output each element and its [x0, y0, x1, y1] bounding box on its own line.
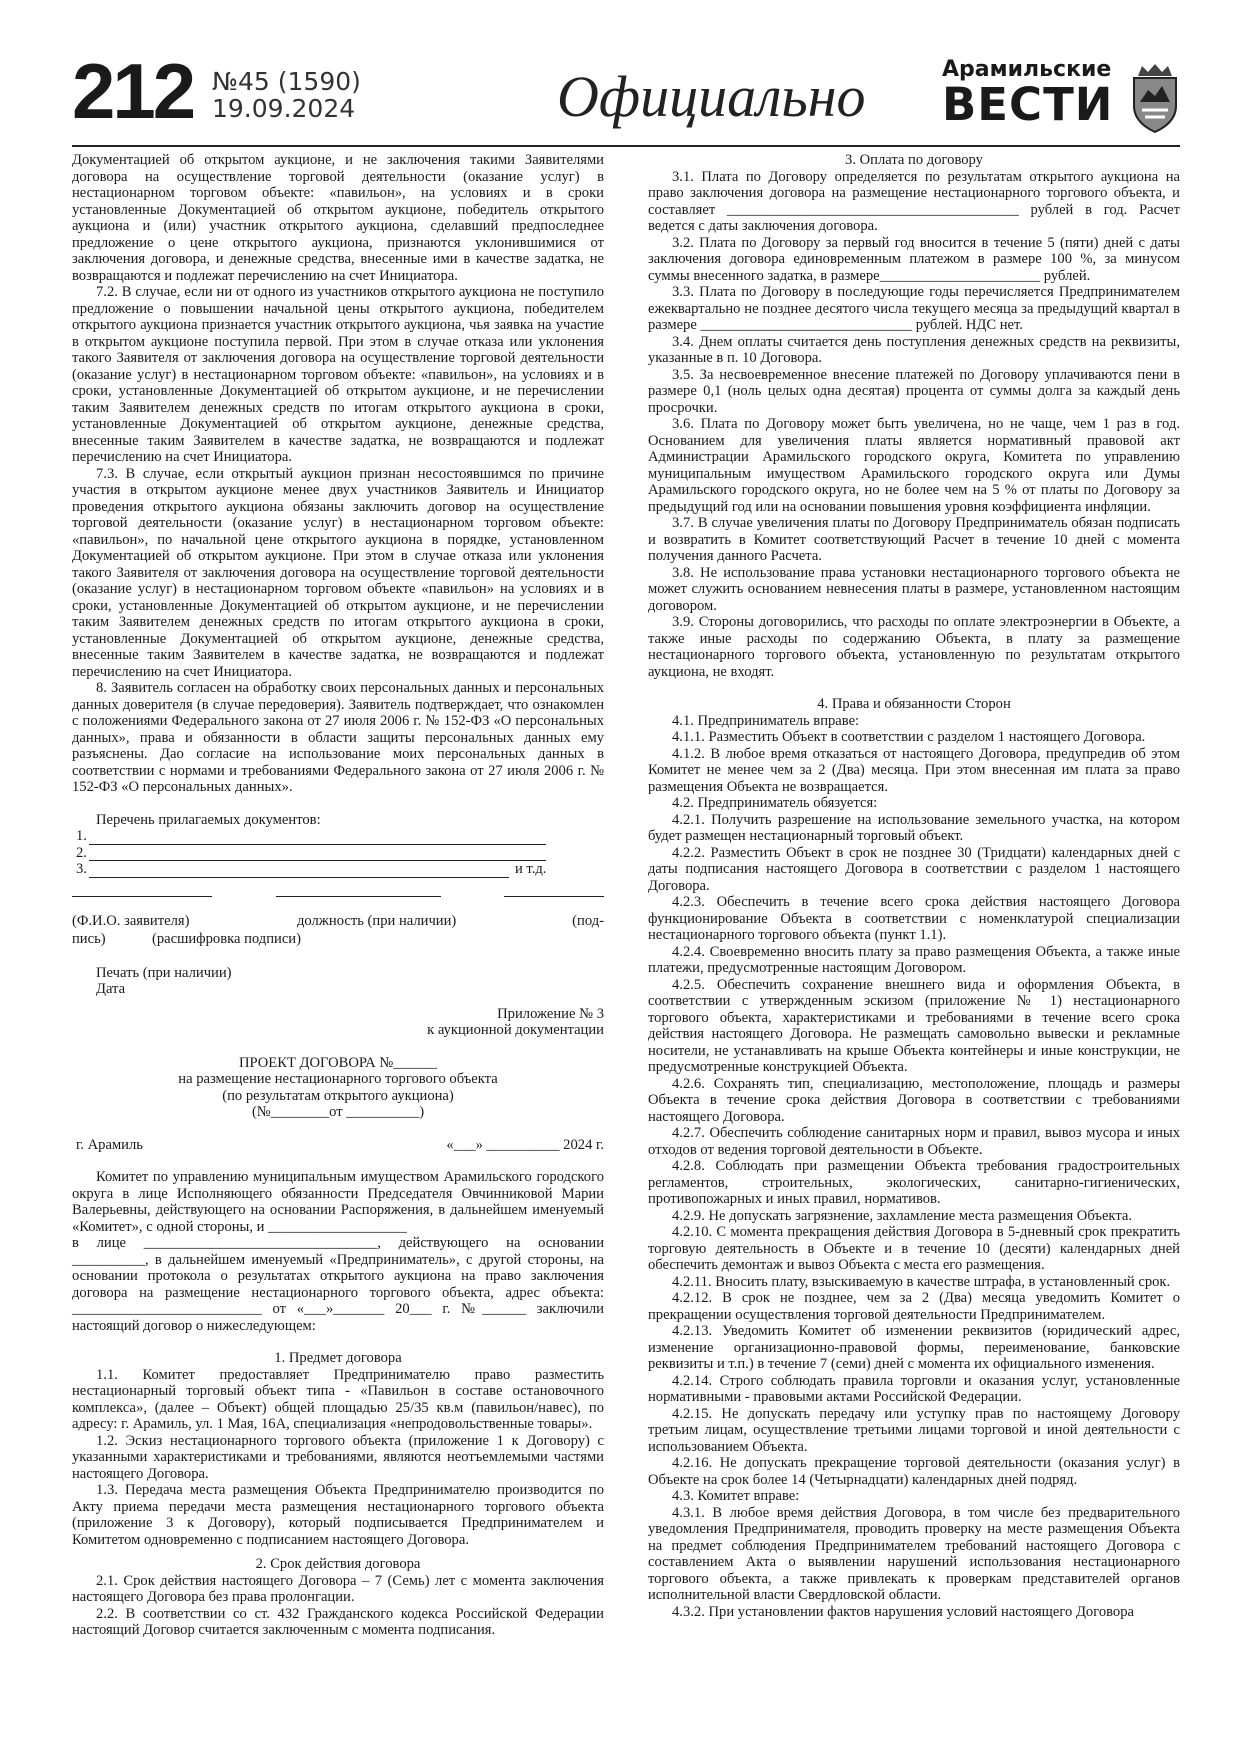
paragraph: 4.2.15. Не допускать передачу или уступку прав по настоящему Договору третьим лицам, осуществление третьими лицами торговой и иной деятельности с использованием Объекта. — [648, 1405, 1180, 1455]
section-title: Официально — [557, 64, 866, 129]
issue-number: №45 (1590) — [212, 67, 361, 96]
document-line: 3. и т.д. — [76, 861, 547, 877]
paragraph: 4.2.9. Не допускать загрязнение, захламление места размещения Объекта. — [672, 1207, 1133, 1224]
signature-lines — [72, 886, 604, 897]
paragraph: 3.2. Плата по Договору за первый год вносится в течение 5 (пяти) дней с даты заключения договора единовременным платежом в размере 100 %, за минусом суммы внесенного задатка, в размере______________________ рублей. — [648, 234, 1180, 284]
paragraph: 3.1. Плата по Договору определяется по результатам открытого аукциона на право заключения договора на размещение нестационарного торгового объекта, и составляет ________________________________________ рублей в год. Расчет ведется с даты заключения договора. — [648, 168, 1180, 234]
paragraph: 4.2.5. Обеспечить сохранение внешнего вида и оформления Объекта, в соответствии с утвержденным эскизом (приложение № 1) нестационарного торгового объекта, характеристиками и требованиями в течение всего срока действия настоящего Договора. Не размещать самовольно вывески и рекламные носители, не устанавливать на крыше Объекта контейнеры и иные конструкции, не предусмотренные конструкцией Объекта. — [648, 976, 1180, 1075]
paragraph: 4.2.16. Не допускать прекращение торговой деятельности (оказания услуг) в Объекте на срок более 14 (Четырнадцати) календарных дней подряд. — [648, 1455, 1180, 1488]
paragraph: 2.1. Срок действия настоящего Договора – 7 (Семь) лет с момента заключения настоящего Договора без права пролонгации. — [72, 1572, 604, 1605]
masthead — [72, 47, 1180, 144]
paragraph: 4.2.14. Строго соблюдать правила торговли и оказания услуг, установленные нормативными - правовыми актами Российской Федерации. — [648, 1372, 1180, 1405]
section-heading: 2. Срок действия договора — [255, 1556, 421, 1572]
paragraph: 2.2. В соответствии со ст. 432 Гражданского кодекса Российской Федерации настоящий Договор считается заключенным с момента подписания. — [72, 1605, 604, 1638]
documents-list-title: Перечень прилагаемых документов: — [96, 811, 321, 828]
paragraph: 3.6. Плата по Договору может быть увеличена, но не чаще, чем 1 раз в год. Основанием для увеличения платы является нормативный правовой акт Администрации Арамильского городского округа, Комитета по управлению муниципальным имуществом Арамильского городского округа или Думы Арамильского городского округа, но не более чем на 5 % от платы по Договору за предыдущий год или на основании повышения уровня коэффициента инфляции. — [648, 416, 1180, 515]
brand-small: Арамильские — [942, 57, 1112, 82]
contract-subtitle: на размещение нестационарного торгового объекта — [178, 1071, 498, 1087]
paragraph: 4.2. Предприниматель обязуется: — [672, 795, 878, 811]
contract-subtitle: (№________от __________) — [251, 1104, 425, 1120]
paragraph: 1.3. Передача места размещения Объекта Предпринимателю производится по Акту приема передачи места размещения нестационарного торгового объекта (приложение 3 к Договору), который подписывается Предпринимателем и Комитетом одновременно с подписанием настоящего Договора. — [72, 1482, 604, 1548]
paragraph: 4.2.6. Сохранять тип, специализацию, местоположение, площадь и размеры Объекта в течение срока действия Договора в соответствии с требованиями настоящего Договора. — [648, 1075, 1180, 1125]
paragraph: 3.5. За несвоевременное внесение платежей по Договору уплачиваются пени в размере 0,1 (ноль целых одна десятая) процента от суммы долга за каждый день просрочки. — [648, 366, 1180, 416]
paragraph: 3.7. В случае увеличения платы по Договору Предприниматель обязан подписать и возвратить в Комитет соответствующий Расчет в течение 10 дней с момента получения данного Расчета. — [648, 515, 1180, 564]
place-date-row: г. Арамиль «___» __________ 2024 г. — [76, 1136, 604, 1153]
document-line: 1. — [72, 828, 546, 845]
document-line: 2. — [72, 845, 546, 862]
section-heading: 3. Оплата по договору — [845, 152, 983, 168]
paragraph: 4.2.13. Уведомить Комитет об изменении реквизитов (юридический адрес, изменение организационно-правовой формы, переименование, банковские реквизиты и т.п.) в течение 7 (семи) дней с момента их официального изменения. — [648, 1323, 1180, 1372]
page-number: 212 — [72, 47, 194, 135]
left-column: Документацией об открытом аукционе, и не заключения такими Заявителями договора на осуществление торговой деятельности (оказание услуг) в нестационарном торговом объекте: «павильон», на условиях и в сроки установленные Документацией об открытом аукционе, победитель открытого аукциона и (или) участник открытого аукциона, сделавший предпоследнее предложение о цене открытого аукциона, признаются уклонившимися от заключения договора, и денежные средства, внесенные ими в качестве задатка, не возвращаются и подлежат перечислению на счет Инициатора. 7.2. В случае, если ни от одного из участников открытого аукциона не поступило предложение о повышении начальной цены открытого аукциона, победителем открытого аукциона признается участник открытого аукциона, чья заявка на участие в открытом аукционе поступила первой. При этом в случае отказа или уклонения такого Заявителя от заключения договора на осуществление торговой деятельности (оказание услуг) в нестационарном торговом объекте: «павильон», на условиях и в сроки, установленные Документацией об открытом аукционе, и не перечислении таким Заявителем денежных средств по итогам открытого аукциона в сроки, установленные Документацией об открытом аукционе, денежные средства, внесенные таким Заявителем в качестве задатка, не возвращаются и подлежат перечислению на счет Инициатора. 7.3. В случае, если открытый аукцион признан несостоявшимся по причине участия в открытом аукционе менее двух участников Заявитель и Инициатор проведения открытого аукциона обязаны заключить договор на осуществление торговой деятельности (оказание услуг) в нестационарном торговом объекте: «павильон», по начальной цене открытого аукциона в порядке, установленном Документацией об открытом аукционе. При этом в случае отказа или уклонения такого Заявителя от заключения договора на осуществление торговой деятельности (оказание услуг) в нестационарном торговом объекте «павильон» на условиях и в сроки, установленные Документацией об открытом аукционе, и не перечислении таким Заявителем денежных средств по итогам открытого аукциона в сроки, установленные Документацией об открытом аукционе, денежные средства, внесенные таким Заявителем в качестве задатка, не возвращаются и подлежат перечислению на счет Инициатора. 8. Заявитель согласен на обработку своих персональных данных и персональных данных доверителя (в случае передоверия). Заявитель подтверждает, что ознакомлен с положениями Федерального закона от 27 июля 2006 г. № 152-ФЗ «О персональных данных», права и обязанности в области защиты персональных данных ему разъяснены. Дао согласие на использование моих персональных данных в соответствии с нормами и требованиями Федерального закона от 27 июля 2006 г. № 152-ФЗ «О персональных данных». Перечень прилагаемых документов: 1. 2. 3. и т.д. (Ф.И.О. заявителя) должность (при наличии) (под- пись) (расшифровка подписи) Печать (при наличии) Дата Приложение № 3 к аукционной документации ПРОЕКТ ДОГОВОРА №______ на размещение нестационарного торгового объекта (по результатам открытого аукциона) (№________от __________) г. Арамиль «___» __________ 2024 г. Комитет по управлению муниципальным имуществом Арамильского городского округа в лице Исполняющего обязанности Председателя Овчинниковой Марии Валерьевны, действующего на основании Распоряжения, в дальнейшем именуемый «Комитет», с одной стороны, и ___________________ в лице ________________________________, действующего на основании __________, в дальнейшем именуемый «Предприниматель», с другой стороны, на основании протокола о результатах открытого аукциона на право заключения договора на размещение нестационарного торгового объекта, адрес объекта: __________________________ от «___»_______ 20___ г. №______ заключили настоящий договор о нижеследующем: 1. Предмет договора 1.1. Комитет предоставляет Предпринимателю право разместить нестационарный торговый объект типа - «Павильон в составе остановочного комплекса», (далее – Объект) общей площадью 25/35 кв.м (павильон/навес), по адресу: г. Арамиль, ул. 1 Мая, 16А, специализация «непродовольственные товары». 1.2. Эскиз нестационарного торгового объекта (приложение 1 к Договору) с указанными характеристиками и требованиями, являются неотъемлемыми частями настоящего Договора. 1.3. Передача места размещения Объекта Предпринимателю производится по Акту приема передачи места размещения нестационарного торгового объекта (приложение 3 к Договору), который подписывается Предпринимателем и Комитетом одновременно с подписанием настоящего Договора. 2. Срок действия договора 2.1. Срок действия настоящего Договора – 7 (Семь) лет с момента заключения настоящего Договора без права пролонгации. 2.2. В соответствии со ст. 432 Гражданского кодекса Российской Федерации настоящий Договор считается заключенным с момента подписания. — [72, 152, 604, 1638]
contract-title: ПРОЕКТ ДОГОВОРА №______ — [238, 1054, 438, 1071]
paragraph: 4.3. Комитет вправе: — [672, 1488, 800, 1504]
paragraph: 4.2.1. Получить разрешение на использование земельного участка, на котором будет размещен нестационарный торговый объект. — [648, 811, 1180, 844]
appendix-label: к аукционной документации — [427, 1022, 604, 1038]
paragraph: 3.3. Плата по Договору в последующие годы перечисляется Предпринимателем ежеквартально не позднее десятого числа текущего месяца за предыдущий квартал в размере _____________________________ рублей. НДС нет. — [648, 284, 1180, 333]
paragraph: 4.2.11. Вносить плату, взыскиваемую в качестве штрафа, в установленный срок. — [672, 1273, 1171, 1290]
issue-info — [212, 68, 361, 122]
paragraph: 4.3.1. В любое время действия Договора, в том числе без предварительного уведомления Предпринимателя, проводить проверку на месте размещения Объекта на предмет соблюдения Предпринимателем требований настоящего Договора с составлением Акта о выявлении нарушений использования нестационарного торгового объекта, а также привлекать к проверкам представителей органов исполнительной власти Свердловской области. — [648, 1504, 1180, 1603]
date-label: Дата — [96, 981, 126, 997]
paragraph: 4.2.4. Своевременно вносить плату за право размещения Объекта, а также иные платежи, предусмотренные настоящим Договором. — [648, 943, 1180, 976]
paragraph: 4.2.8. Соблюдать при размещении Объекта требования градостроительных регламентов, строительных, экологических, санитарно-гигиенических, противопожарных и иных правил, нормативов. — [648, 1158, 1180, 1207]
paragraph: 7.2. В случае, если ни от одного из участников открытого аукциона не поступило предложение о повышении начальной цены открытого аукциона, победителем открытого аукциона признается участник открытого аукциона, чья заявка на участие в открытом аукционе поступила первой. При этом в случае отказа или уклонения такого Заявителя от заключения договора на осуществление торговой деятельности (оказание услуг) в нестационарном торговом объекте: «павильон», на условиях и в сроки, установленные Документацией об открытом аукционе, и не перечислении таким Заявителем денежных средств по итогам открытого аукциона в сроки, установленные Документацией об открытом аукционе, денежные средства, внесенные таким Заявителем в качестве задатка, не возвращаются и подлежат перечислению на счет Инициатора. — [72, 284, 604, 465]
header-divider — [72, 145, 1180, 147]
appendix-label: Приложение № 3 — [497, 1005, 604, 1022]
coat-of-arms-icon — [1130, 62, 1180, 134]
paragraph: 4.1.2. В любое время отказаться от настоящего Договора, предупредив об этом Комитет не менее чем за 2 (Два) месяца. При этом внесенная им плата за право размещения Объекта не возвращается. — [648, 745, 1180, 795]
paragraph: 8. Заявитель согласен на обработку своих персональных данных и персональных данных доверителя (в случае передоверия). Заявитель подтверждает, что ознакомлен с положениями Федерального закона от 27 июля 2006 г. № 152-ФЗ «О персональных данных», права и обязанности в области защиты персональных данных ему разъяснены. Дао согласие на использование моих персональных данных в соответствии с нормами и требованиями Федерального закона от 27 июля 2006 г. № 152-ФЗ «О персональных данных». — [72, 680, 604, 795]
contract-subtitle: (по результатам открытого аукциона) — [222, 1087, 454, 1104]
signature-captions: (Ф.И.О. заявителя) должность (при наличии) (под- — [72, 912, 604, 929]
paragraph: 4.2.10. С момента прекращения действия Договора в 5-дневный срок прекратить торговую деятельность в Объекте и в течение 10 (десяти) календарных дней обеспечить демонтаж и вывоз Объекта с места его размещения. — [648, 1224, 1180, 1273]
paragraph: 4.2.12. В срок не позднее, чем за 2 (Два) месяца уведомить Комитет о прекращении осуществления торговой деятельности Предпринимателем. — [648, 1290, 1180, 1323]
paragraph: 4.2.2. Разместить Объект в срок не позднее 30 (Тридцати) календарных дней с даты подписания настоящего Договора в соответствии с разделом 1 настоящего Договора. — [648, 844, 1180, 894]
paragraph: Комитет по управлению муниципальным имуществом Арамильского городского округа в лице Исполняющего обязанности Председателя Овчинниковой Марии Валерьевны, действующего на основании Распоряжения, в дальнейшем именуемый «Комитет», с одной стороны, и ___________________ — [72, 1169, 604, 1235]
paragraph: в лице ________________________________, действующего на основании __________, в дальнейшем именуемый «Предприниматель», с другой стороны, на основании протокола о результатах открытого аукциона на право заключения договора на размещение нестационарного торгового объекта, адрес объекта: __________________________ от «___»_______ 20___ г. №______ заключили настоящий договор о нижеследующем: — [72, 1235, 604, 1334]
paragraph: Документацией об открытом аукционе, и не заключения такими Заявителями договора на осуществление торговой деятельности (оказание услуг) в нестационарном торговом объекте: «павильон», на условиях и в сроки установленные Документацией об открытом аукционе, победитель открытого аукциона и (или) участник открытого аукциона, сделавший предпоследнее предложение о цене открытого аукциона, признаются уклонившимися от заключения договора, и денежные средства, внесенные ими в качестве задатка, не возвращаются и подлежат перечислению на счет Инициатора. — [72, 152, 604, 284]
right-column — [648, 152, 1180, 1620]
paragraph: 1.2. Эскиз нестационарного торгового объекта (приложение 1 к Договору) с указанными характеристиками и требованиями, являются неотъемлемыми частями настоящего Договора. — [72, 1432, 604, 1482]
paragraph: 1.1. Комитет предоставляет Предпринимателю право разместить нестационарный торговый объект типа - «Павильон в составе остановочного комплекса», (далее – Объект) общей площадью 25/35 кв.м (павильон/навес), по адресу: г. Арамиль, ул. 1 Мая, 16А, специализация «непродовольственные товары». — [72, 1366, 604, 1432]
paragraph: 3.4. Днем оплаты считается день поступления денежных средств на реквизиты, указанные в п. 10 Договора. — [648, 333, 1180, 366]
stamp-label: Печать (при наличии) — [96, 964, 232, 981]
paragraph: 7.3. В случае, если открытый аукцион признан несостоявшимся по причине участия в открытом аукционе менее двух участников Заявитель и Инициатор проведения открытого аукциона обязаны заключить договор на осуществление торговой деятельности (оказание услуг) в нестационарном торговом объекте: «павильон», по начальной цене открытого аукциона в порядке, установленном Документацией об открытом аукционе. При этом в случае отказа или уклонения такого Заявителя от заключения договора на осуществление торговой деятельности (оказание услуг) в нестационарном торговом объекте «павильон» на условиях и в сроки, установленные Документацией об открытом аукционе, и не перечислении таким Заявителем денежных средств по итогам открытого аукциона в сроки, установленные Документацией об открытом аукционе, денежные средства, внесенные таким Заявителем в качестве задатка, не возвращаются и подлежат перечислению на счет Инициатора. — [72, 465, 604, 680]
paragraph: 3.9. Стороны договорились, что расходы по оплате электроэнергии в Объекте, а также иные расходы по содержанию Объекта, в плату за размещение нестационарного торгового объекта, установленную по результатам открытого аукциона, не входят. — [648, 614, 1180, 680]
paragraph: 4.2.3. Обеспечить в течение всего срока действия настоящего Договора функционирование Объекта в соответствии с номенклатурой специализации нестационарного торгового объекта (пункт 1.1). — [648, 894, 1180, 943]
paragraph: 3.8. Не использование права установки нестационарного торгового объекта не может служить основанием невнесения платы в размере, установленном настоящим договором. — [648, 564, 1180, 614]
issue-date: 19.09.2024 — [212, 94, 356, 123]
paragraph: 4.1.1. Разместить Объект в соответствии с разделом 1 настоящего Договора. — [672, 729, 1146, 745]
section-heading: 4. Права и обязанности Сторон — [817, 696, 1011, 712]
paragraph: 4.3.2. При установлении фактов нарушения условий настоящего Договора — [672, 1603, 1134, 1620]
section-heading: 1. Предмет договора — [274, 1350, 402, 1366]
paragraph: 4.1. Предприниматель вправе: — [672, 712, 860, 729]
brand-logo — [942, 57, 1114, 131]
paragraph: 4.2.7. Обеспечить соблюдение санитарных норм и правил, вывоз мусора и иных отходов от ведения торговой деятельности в Объекте. — [648, 1125, 1180, 1158]
brand-big: ВЕСТИ — [942, 78, 1114, 131]
